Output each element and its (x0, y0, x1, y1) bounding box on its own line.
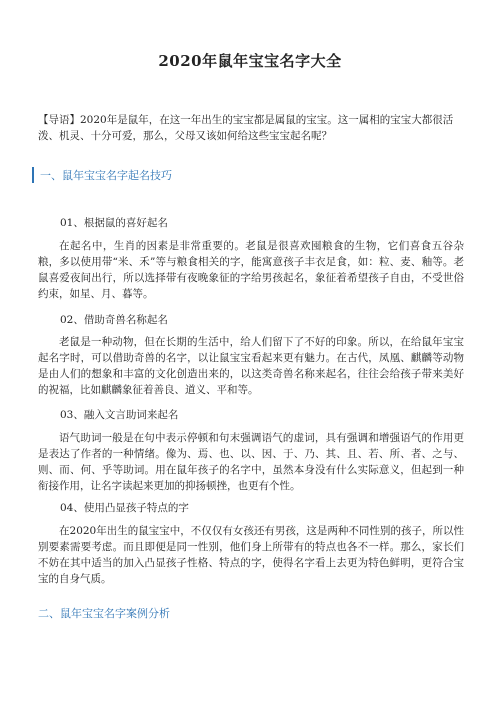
paragraph-mythical-beasts: 老鼠是一种动物，但在长期的生活中，给人们留下了不好的印象。所以，在给鼠年宝宝起名字时，可以借助奇兽的名字，以让鼠宝宝看起来更有魅力。在古代，凤凰、麒麟等动物是由人们的想象和丰富的文化创造出来的，以这类奇兽名称来起名，往往会给孩子带来美好的祝福，比如麒麟象征着善良、道义、平和等。 (38, 336, 464, 396)
intro-paragraph: 【导语】2020年是鼠年，在这一年出生的宝宝都是属鼠的宝宝。这一属相的宝宝大都很活泼、机灵、十分可爱，那么，父母又该如何给这些宝宝起名呢？ (38, 114, 454, 142)
page-title: 2020年鼠年宝宝名字大全 (158, 52, 342, 70)
section-heading-case-analysis: 二、鼠年宝宝名字案例分析 (38, 607, 170, 620)
sub-heading-mythical-beasts: 02、借助奇兽名称起名 (60, 314, 168, 326)
paragraph-mouse-preferences: 在起名中，生肖的因素是非常重要的。老鼠是很喜欢囤粮食的生物，它们喜食五谷杂粮，多以使用带“米、禾”等与粮食相关的字，能寓意孩子丰衣足食，如：粒、麦、釉等。老鼠喜爱夜间出行，所以选择带有夜晚象征的字给男孩起名，象征着希望孩子自由，不受世俗约束，如星、月、暮等。 (38, 240, 464, 300)
sub-heading-classical-particles: 03、融入文言助词来起名 (60, 409, 179, 421)
paragraph-classical-particles: 语气助词一般是在句中表示停顿和句末强调语气的虚词，具有强调和增强语气的作用更是表达了作者的一种情绪。像为、焉、也、以、因、于、乃、其、且、若、所、者、之与、则、而、何、乎等助词。用在鼠年孩子的名字中，虽然本身没有什么实际意义，但起到一种衔接作用，让名字读起来更加的抑扬顿挫，也更有个性。 (38, 432, 464, 492)
section-heading-naming-tips: 一、鼠年宝宝名字起名技巧 (32, 167, 172, 183)
sub-heading-mouse-preferences: 01、根据鼠的喜好起名 (60, 217, 168, 229)
sub-heading-child-traits: 04、使用凸显孩子特点的字 (60, 502, 189, 514)
paragraph-child-traits: 在2020年出生的鼠宝宝中，不仅仅有女孩还有男孩，这是两种不同性别的孩子，所以性别要素需要考虑。而且即便是同一性别，他们身上所带有的特点也各不一样。那么，家长们不妨在其中适当的加入凸显孩子性格、特点的字，使得名字看上去更为特色鲜明，更符合宝宝的自身气质。 (38, 525, 464, 585)
